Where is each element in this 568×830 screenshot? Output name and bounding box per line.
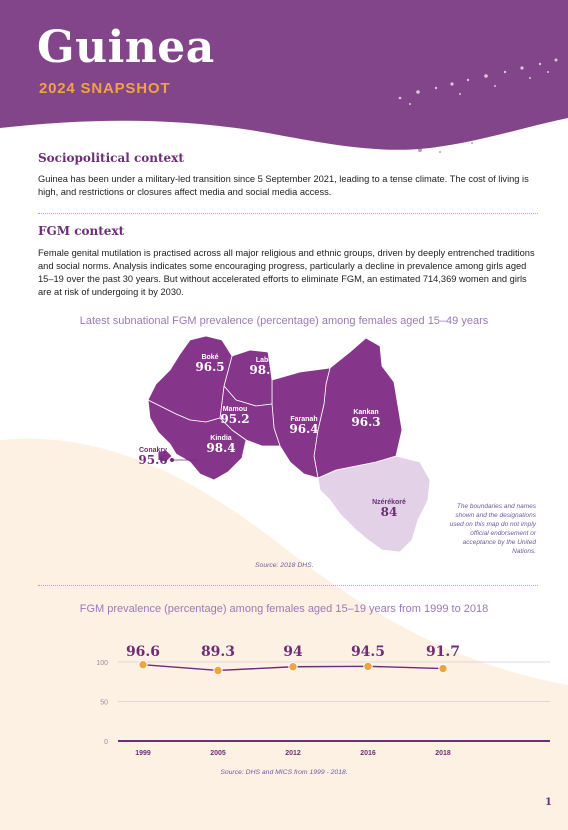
region-label-faranah: Faranah 96.4 (289, 416, 319, 436)
line-chart (0, 635, 568, 760)
region-label-nzerekore: Nzérékoré 84 (372, 499, 406, 519)
x-tick-label: 2012 (285, 750, 301, 757)
data-point (289, 663, 297, 671)
data-point (139, 660, 147, 668)
data-label: 94 (283, 644, 303, 660)
header-banner (0, 0, 568, 175)
y-tick-label: 50 (100, 699, 108, 707)
line-chart-title: FGM prevalence (percentage) among females aged 15–19 years from 1999 to 2018 (79, 603, 489, 615)
page-number: 1 (545, 797, 552, 808)
data-point (214, 666, 222, 674)
page-subtitle: 2024 SNAPSHOT (39, 80, 171, 97)
y-tick-label: 0 (104, 739, 108, 746)
fgm-text: Female genital mutilation is practised across all major religious and ethnic groups, driven by deeply entrenched traditions and social norms. Analysis indicates some encouraging progress, particularly a decline in prevalence among girls aged 15–19 over the past 30 years. But without accelerated efforts to eliminate FGM, an estimated 714,369 women and girls are at risk of undergoing it by 2030. (38, 248, 535, 297)
region-label-boke: Boké 96.5 (195, 354, 225, 374)
region-label-mamou: Mamou 95.2 (220, 406, 250, 426)
fgm-heading: FGM context (38, 224, 125, 238)
region-label-labe: Labé 98.2 (249, 357, 279, 377)
sociopolitical-heading: Sociopolitical context (38, 151, 184, 165)
region-label-kankan: Kankan 96.3 (351, 409, 381, 429)
x-tick-label: 2016 (360, 750, 376, 757)
page-title: Guinea (37, 22, 215, 73)
region-kankan (314, 338, 402, 478)
data-point (364, 662, 372, 670)
data-point (439, 664, 447, 672)
data-label: 94.5 (350, 644, 386, 660)
data-label: 89.3 (200, 644, 236, 660)
map-source: Source: 2018 DHS. (255, 562, 314, 569)
map-disclaimer: The boundaries and names shown and the designations used on this map do not imply official endorsement or acceptance by the United Nations. (449, 503, 536, 555)
line-chart-source: Source: DHS and MICS from 1999 - 2018. (220, 769, 348, 776)
y-tick-label: 100 (96, 660, 108, 667)
region-label-kindia: Kindia 98.4 (206, 435, 236, 455)
data-label: 96.6 (125, 644, 161, 660)
x-tick-label: 2018 (435, 750, 451, 757)
sociopolitical-text: Guinea has been under a military-led transition since 5 September 2021, leading to a tense climate. The cost of living is high, and restrictions or closures affect media and social media access. (38, 174, 529, 197)
map-title: Latest subnational FGM prevalence (percentage) among females aged 15–49 years (79, 315, 489, 327)
section-divider (38, 585, 538, 586)
data-label: 91.7 (425, 644, 461, 660)
x-tick-label: 2005 (210, 750, 226, 757)
x-tick-label: 1999 (135, 750, 151, 757)
region-label-conakry: Conakry 95.6 (138, 447, 168, 467)
section-divider (38, 213, 538, 214)
